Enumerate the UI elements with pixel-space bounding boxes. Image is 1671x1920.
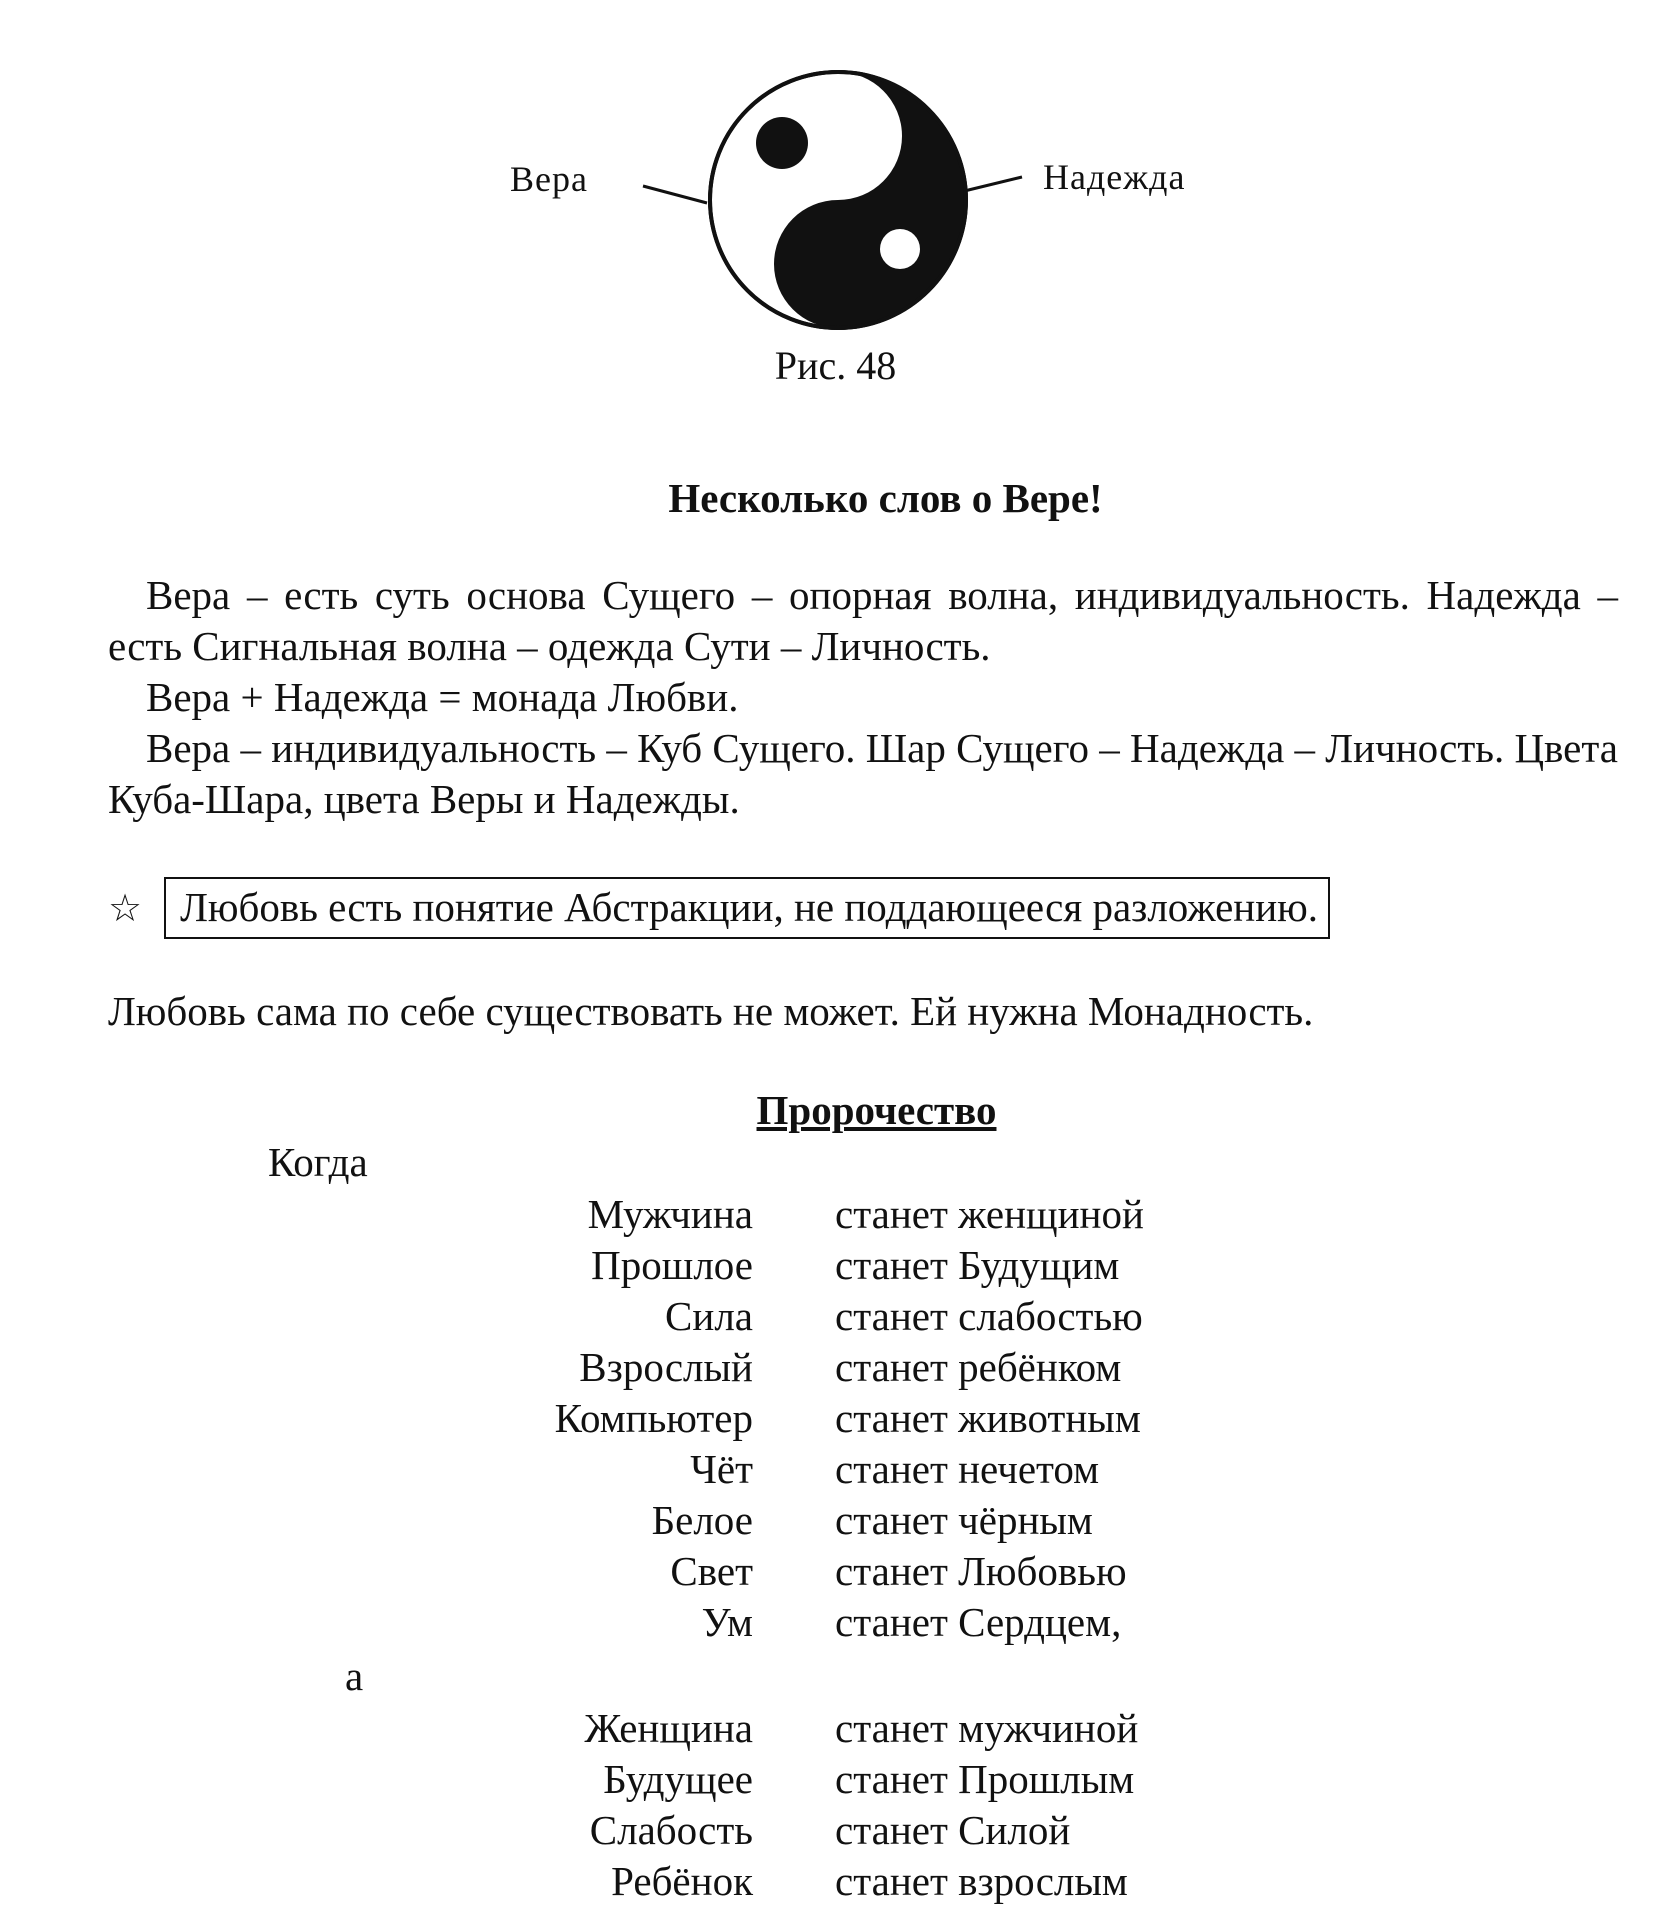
list-item <box>0 1598 1671 1649</box>
list-item <box>0 1241 1671 1292</box>
list-item <box>0 1394 1671 1445</box>
subject: Будущее <box>603 1756 753 1802</box>
love-statement: Любовь сама по себе существовать не может. Ей нужна Монадность. <box>108 988 1314 1034</box>
subject: Женщина <box>584 1705 753 1751</box>
subject: Компьютер <box>554 1395 753 1441</box>
predicate: станет Сердцем, <box>835 1599 1122 1645</box>
prophecy-list-second <box>0 1704 1671 1908</box>
list-item <box>0 1190 1671 1241</box>
list-item <box>0 1343 1671 1394</box>
subject: Ребёнок <box>611 1858 753 1904</box>
black-dot <box>756 117 808 169</box>
predicate: станет животным <box>835 1395 1141 1441</box>
predicate: станет чёрным <box>835 1497 1093 1543</box>
prophecy-when: Когда <box>268 1139 368 1185</box>
list-item <box>0 1857 1671 1908</box>
list-item <box>0 1755 1671 1806</box>
subject: Мужчина <box>587 1191 753 1237</box>
paragraph: Вера + Надежда = монада Любви. <box>146 674 739 720</box>
prophecy-list-first <box>0 1190 1671 1649</box>
paragraph: Вера – индивидуальность – Куб Сущего. Шар Сущего – Надежда – Личность. Цвета Куба-Шара, цвета Веры и Надежды. <box>108 725 1618 822</box>
white-dot <box>880 229 920 269</box>
star-outline-icon: ☆ <box>108 887 143 930</box>
predicate: станет Прошлым <box>835 1756 1135 1802</box>
subject: Чёт <box>690 1446 753 1492</box>
predicate: станет женщиной <box>835 1191 1144 1237</box>
subject: Сила <box>665 1293 753 1339</box>
figure-label-right: Надежда <box>1043 157 1186 197</box>
subject: Слабость <box>589 1807 753 1853</box>
boxed-note-text: Любовь есть понятие Абстракции, не поддающееся разложению. <box>164 877 1330 939</box>
figure-label-left: Вера <box>510 159 588 199</box>
predicate: станет ребёнком <box>835 1344 1122 1390</box>
predicate: станет Силой <box>835 1807 1071 1853</box>
predicate: станет Будущим <box>835 1242 1120 1288</box>
list-item <box>0 1806 1671 1857</box>
list-item <box>0 1445 1671 1496</box>
prophecy-title: Пророчество <box>756 1087 997 1133</box>
list-item <box>0 1547 1671 1598</box>
predicate: станет мужчиной <box>835 1705 1139 1751</box>
subject: Прошлое <box>591 1242 753 1288</box>
subject: Ум <box>701 1599 753 1645</box>
subject: Свет <box>670 1548 753 1594</box>
list-item <box>0 1704 1671 1755</box>
body-text <box>108 570 1618 825</box>
figure-caption: Рис. 48 <box>774 343 897 388</box>
predicate: станет взрослым <box>835 1858 1128 1904</box>
section-heading: Несколько слов о Вере! <box>668 475 1103 521</box>
star-note <box>108 877 1330 939</box>
list-item <box>0 1292 1671 1343</box>
predicate: станет слабостью <box>835 1293 1143 1339</box>
paragraph: Вера – есть суть основа Сущего – опорная волна, индивидуальность. Надежда – есть Сигнальная волна – одежда Сути – Личность. <box>108 572 1618 669</box>
list-item <box>0 1496 1671 1547</box>
subject: Белое <box>651 1497 753 1543</box>
predicate: станет Любовью <box>835 1548 1127 1594</box>
subject: Взрослый <box>579 1344 753 1390</box>
left-connector-line <box>643 186 707 203</box>
predicate: станет нечетом <box>835 1446 1100 1492</box>
prophecy-and: а <box>345 1653 364 1699</box>
